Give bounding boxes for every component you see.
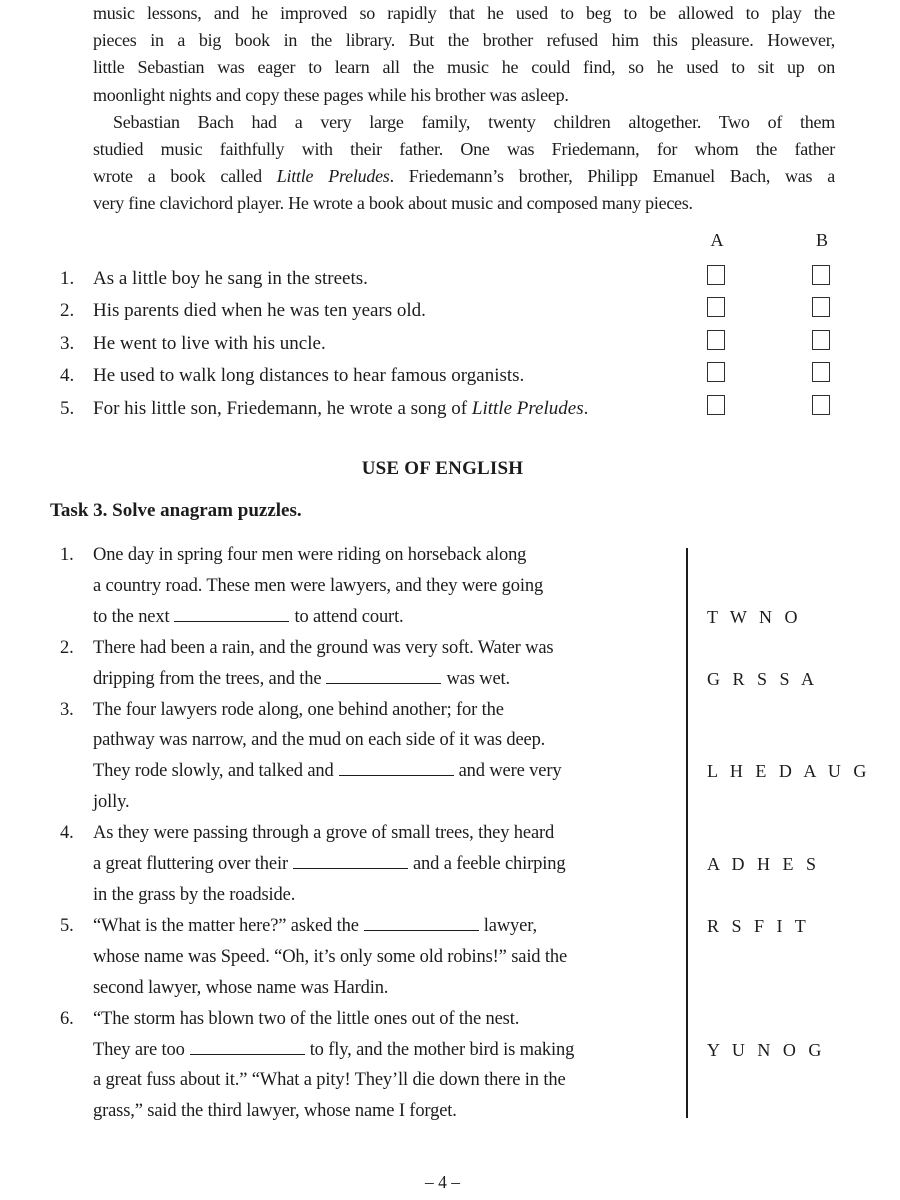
item-line [93, 756, 871, 787]
statements-list [60, 263, 860, 425]
anagram-letters: R S F I T [707, 915, 810, 936]
answer-blank[interactable] [339, 772, 454, 776]
task-item [60, 633, 819, 695]
answer-blank[interactable] [174, 618, 289, 622]
item-text: to attend court. [294, 606, 404, 627]
item-text: to fly, and the mother bird is making [309, 1039, 575, 1060]
anagram-letters: A D H E S [707, 854, 821, 875]
statement-text [93, 398, 588, 419]
statement-row [60, 263, 860, 295]
task-item [60, 540, 802, 633]
item-line [93, 602, 802, 633]
passage-line: Sebastian Bach had a very large family, twenty children altogether. Two of them [113, 111, 835, 132]
item-text: to the next [93, 606, 170, 627]
statement-number: 1. [60, 268, 75, 289]
checkbox-b[interactable] [812, 265, 830, 285]
item-line [93, 1035, 826, 1066]
statement-row [60, 393, 860, 425]
statement-row [60, 328, 860, 360]
answer-blank[interactable] [326, 680, 441, 684]
checkbox-b[interactable] [812, 330, 830, 350]
statement-number: 2. [60, 300, 75, 322]
item-text: They are too [93, 1039, 185, 1060]
task-item [60, 911, 810, 1004]
item-line: jolly. [93, 792, 130, 813]
item-number: 3. [60, 699, 74, 720]
item-line: whose name was Speed. “Oh, it’s only some old robins!” said the [93, 946, 568, 967]
statement-number: 3. [60, 332, 75, 354]
answer-column-b-label: B [815, 230, 828, 250]
anagram-letters: Y U N O G [707, 1039, 826, 1060]
checkbox-b[interactable] [812, 297, 830, 317]
statement-text: As a little boy he sang in the streets. [93, 268, 368, 289]
item-text: was wet. [446, 668, 510, 689]
checkbox-a[interactable] [707, 330, 725, 350]
book-title-italic: Little Preludes [276, 166, 390, 187]
item-text: a great fluttering over their [93, 854, 288, 875]
item-line: a country road. These men were lawyers, and they were going [93, 575, 544, 596]
item-line: The four lawyers rode along, one behind another; for the [93, 699, 504, 720]
item-number: 6. [60, 1008, 74, 1029]
task-title: Task 3. Solve anagram puzzles. [50, 500, 302, 521]
checkbox-b[interactable] [812, 362, 830, 382]
passage-line [93, 163, 835, 190]
item-line: grass,” said the third lawyer, whose name I forget. [93, 1101, 457, 1122]
item-number: 4. [60, 823, 74, 844]
item-text: dripping from the trees, and the [93, 668, 322, 689]
checkbox-a[interactable] [707, 297, 725, 317]
item-text: lawyer, [483, 915, 537, 936]
passage-line: little Sebastian was eager to learn all the music he could find, so he used to sit up on [93, 57, 835, 78]
passage-line: music lessons, and he improved so rapidly that he used to beg to be allowed to play the [93, 3, 835, 23]
anagram-letters: L H E D A U G [707, 761, 871, 782]
item-text: “What is the matter here?” asked the [93, 915, 359, 936]
anagram-letters: T W N O [707, 606, 802, 627]
answer-blank[interactable] [293, 865, 408, 869]
statement-text: He used to walk long distances to hear famous organists. [93, 365, 525, 387]
book-title-italic: Little Preludes [471, 397, 584, 419]
page-number: – 4 – [425, 1172, 460, 1192]
passage-text: . Friedemann’s brother, Philipp Emanuel Bach, was a [389, 166, 835, 187]
item-number: 5. [60, 915, 74, 936]
item-line: “The storm has blown two of the little ones out of the nest. [93, 1008, 520, 1029]
statement-number: 4. [60, 365, 75, 387]
column-divider-line [686, 548, 688, 1118]
passage-paragraph-1 [93, 0, 835, 109]
passage-text: wrote a book called [93, 166, 277, 187]
item-line: One day in spring four men were riding on horseback along [93, 545, 527, 565]
checkbox-a[interactable] [707, 395, 725, 415]
passage-line: studied music faithfully with their father. One was Friedemann, for whom the father [93, 139, 835, 160]
item-line: in the grass by the roadside. [93, 884, 296, 905]
item-number: 1. [60, 545, 74, 565]
item-number: 2. [60, 637, 74, 658]
item-text: They rode slowly, and talked and [93, 761, 334, 782]
passage-line: moonlight nights and copy these pages while his brother was asleep. [93, 84, 569, 105]
checkbox-b[interactable] [812, 395, 830, 415]
statement-text: . [583, 397, 589, 419]
item-text: and were very [458, 761, 562, 782]
checkbox-a[interactable] [707, 362, 725, 382]
task-item [60, 1004, 826, 1128]
statement-text: For his little son, Friedemann, he wrote a song of [93, 397, 472, 419]
passage-paragraph-2 [93, 109, 835, 218]
item-line: a great fuss about it.” “What a pity! They’ll die down there in the [93, 1070, 566, 1091]
passage-line: pieces in a big book in the library. But the brother refused him this pleasure. However, [93, 30, 835, 51]
reading-passage [93, 0, 835, 218]
anagram-task-list [60, 540, 871, 1127]
item-line: pathway was narrow, and the mud on each side of it was deep. [93, 730, 546, 751]
answer-blank[interactable] [190, 1051, 305, 1055]
item-line [93, 664, 819, 695]
item-line: There had been a rain, and the ground was very soft. Water was [93, 637, 554, 658]
anagram-letters: G R S S A [707, 668, 819, 689]
item-line [93, 849, 821, 880]
item-line: second lawyer, whose name was Hardin. [93, 977, 389, 998]
task-item [60, 818, 821, 911]
item-line [93, 911, 810, 942]
item-text: and a feeble chirping [412, 854, 566, 875]
statement-row [60, 295, 860, 327]
statement-row [60, 360, 860, 392]
checkbox-a[interactable] [707, 265, 725, 285]
statement-text: His parents died when he was ten years old. [93, 300, 426, 322]
passage-line: very fine clavichord player. He wrote a book about music and composed many pieces. [93, 193, 693, 214]
answer-column-a-label: A [710, 230, 724, 250]
statement-text: He went to live with his uncle. [93, 332, 326, 354]
item-line: As they were passing through a grove of small trees, they heard [93, 823, 555, 844]
task-item [60, 695, 871, 819]
answer-blank[interactable] [364, 927, 479, 931]
section-heading: USE OF ENGLISH [361, 458, 524, 479]
statement-number: 5. [60, 397, 75, 419]
